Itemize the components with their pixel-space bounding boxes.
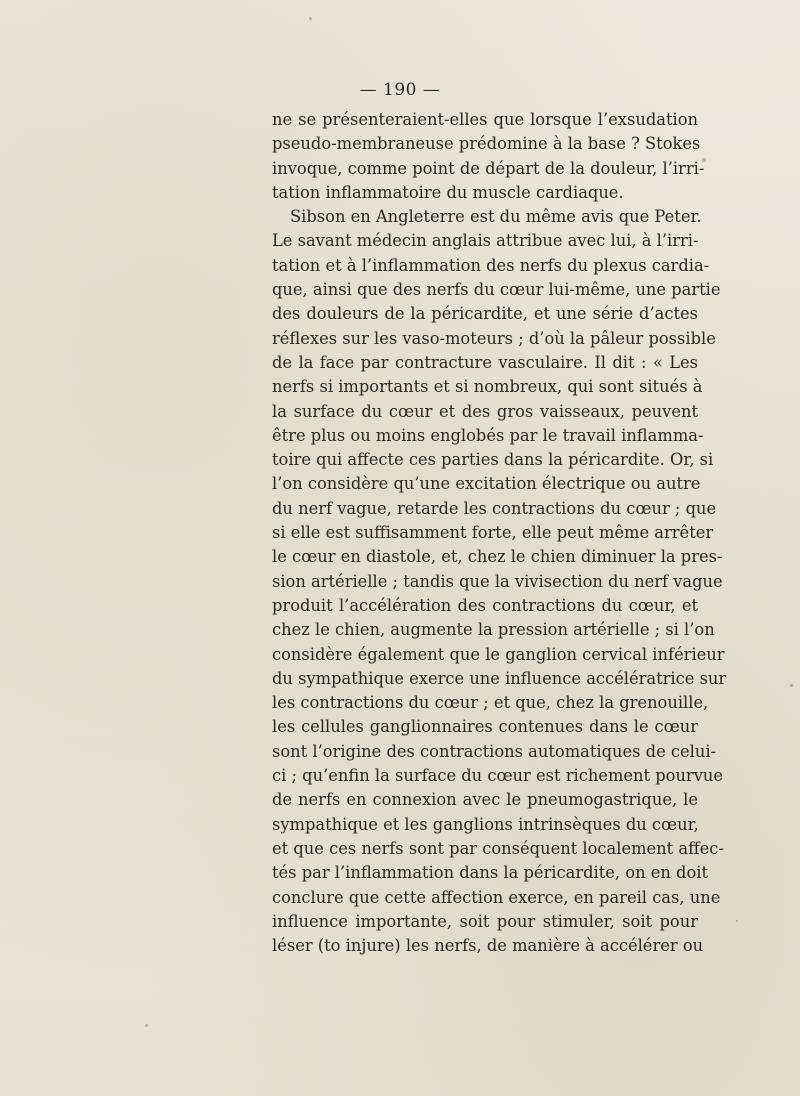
text-line: influence importante, soit pour stimuler, soit pour [272,911,698,931]
text-line: ne se présenteraient-elles que lorsque l’exsudation [272,110,698,129]
text-line: ci ; qu’enfin la surface du cœur est richement pourvue [272,766,724,786]
text-line: invoque, comme point de départ de la douleur, l’irri- [272,158,705,178]
text-line: sympathique et les ganglions intrinsèques du cœur, [272,814,699,834]
text-line: les cellules ganglionnaires contenues dans le cœur [272,717,698,737]
text-line: pseudo-membraneuse prédomine à la base ? Stokes [272,134,701,154]
text-line: tation inflammatoire du muscle cardiaque. [272,182,624,202]
text-line: chez le chien, augmente la pression artérielle ; si l’on [272,620,715,640]
text-line: du nerf vague, retarde les contractions du cœur ; que [272,498,717,518]
text-line: conclure que cette affection exerce, en pareil cas, une [272,887,721,907]
text-line: sont l’origine des contractions automatiques de celui- [272,741,717,761]
paper-speck [145,1024,148,1027]
text-line: les contractions du cœur ; et que, chez la grenouille, [272,693,709,713]
paper-speck [309,17,312,20]
text-line: Le savant médecin anglais attribue avec lui, à l’irri- [272,231,699,251]
text-line: toire qui affecte ces parties dans la péricardite. Or, si [272,450,714,470]
text-line: être plus ou moins englobés par le travail inflamma- [272,425,704,445]
text-line: léser (to injure) les nerfs, de manière à accélérer ou [272,936,704,956]
text-line: nerfs si importants et si nombreux, qui sont situés à [272,377,703,397]
page-number: — 190 — [359,80,441,100]
paper-speck [790,684,793,687]
text-line: que, ainsi que des nerfs du cœur lui-même, une partie [272,280,721,300]
text-line: et que ces nerfs sont par conséquent localement affec- [272,838,724,858]
text-line: de nerfs en connexion avec le pneumogastrique, le [272,790,698,810]
text-line: du sympathique exerce une influence accélératrice sur [272,668,727,688]
body-text [272,108,727,958]
paper-speck [702,158,706,162]
text-line: des douleurs de la péricardite, et une série d’actes [272,304,698,324]
text-line: tés par l’inflammation dans la péricardite, on en doit [272,863,709,883]
text-line: de la face par contracture vasculaire. Il dit : « Les [272,352,698,372]
text-line: produit l’accélération des contractions du cœur, et [272,595,698,615]
paper-speck [736,920,738,922]
paragraph-start-line: Sibson en Angleterre est du même avis que Peter. [290,207,702,227]
text-line: considère également que le ganglion cervical inférieur [272,644,725,664]
text-line: la surface du cœur et des gros vaisseaux, peuvent [272,401,698,421]
text-line: sion artérielle ; tandis que la vivisection du nerf vague [272,571,723,591]
text-line: réflexes sur les vaso-moteurs ; d’où la pâleur possible [272,328,716,348]
text-line: l’on considère qu’une excitation électrique ou autre [272,474,701,494]
text-line: si elle est suffisamment forte, elle peut même arrêter [272,523,714,543]
text-line: tation et à l’inflammation des nerfs du plexus cardia- [272,255,710,275]
text-line: le cœur en diastole, et, chez le chien diminuer la pres- [272,547,723,567]
